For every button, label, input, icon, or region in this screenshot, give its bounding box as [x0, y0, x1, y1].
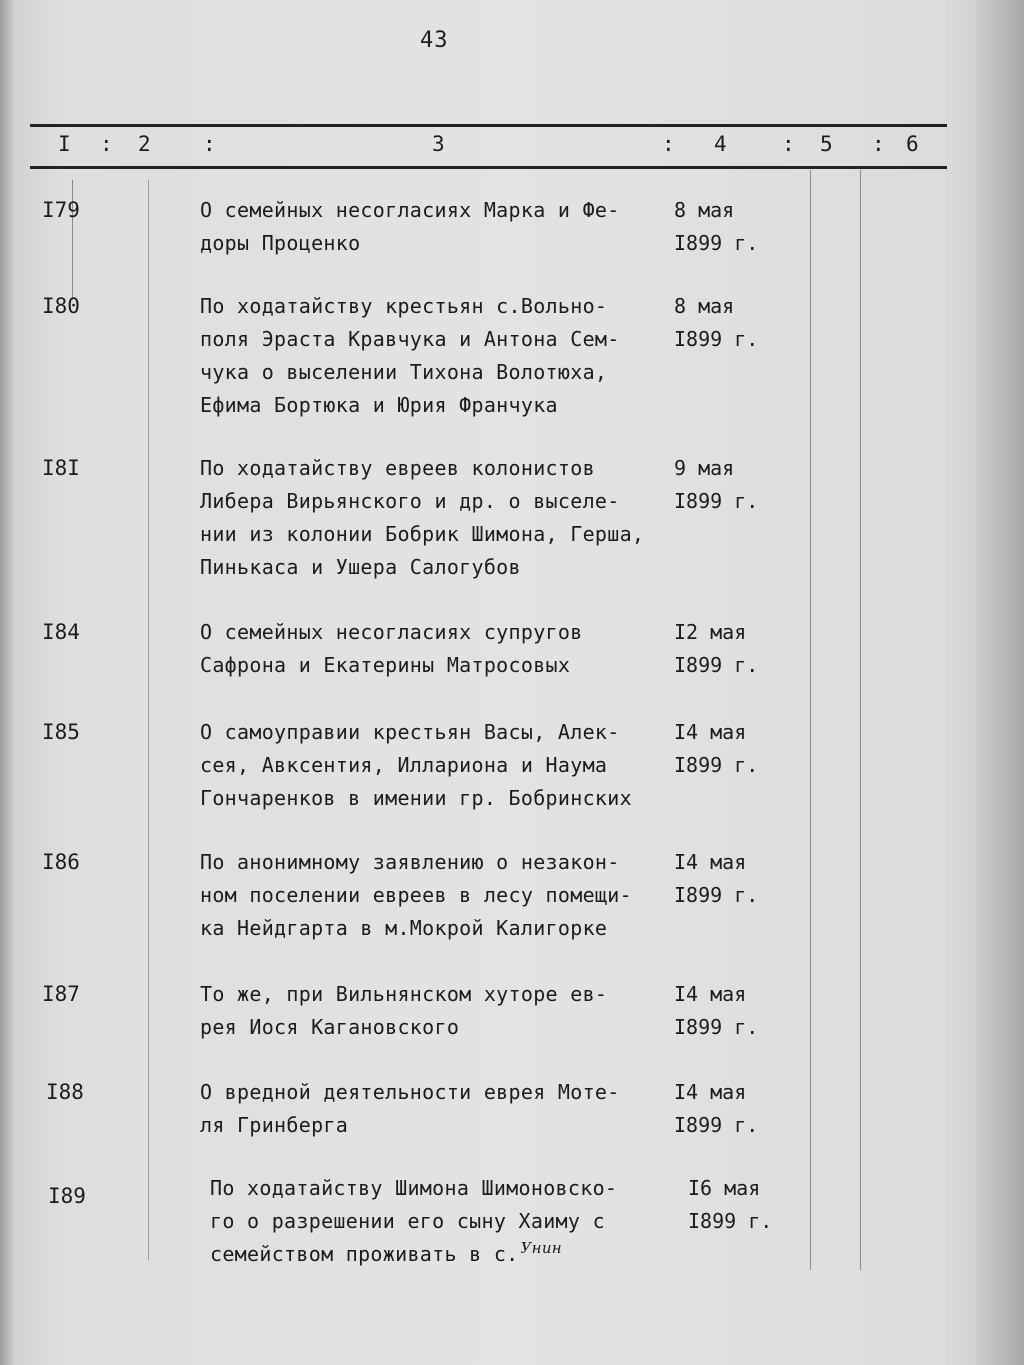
entry-number: I89 — [48, 1184, 86, 1208]
entry-line: Либера Вирьянского и др. о выселе- — [200, 489, 620, 513]
header-sep: : — [203, 132, 216, 156]
entry-line: ка Нейдгарта в м.Мокрой Калигорке — [200, 916, 608, 940]
header-col-1: I — [58, 132, 71, 156]
entry-line: О самоуправии крестьян Васы, Алек- — [200, 720, 620, 744]
entry-date-year: I899 г. — [674, 489, 759, 513]
entry-line: То же, при Вильнянском хуторе ев- — [200, 982, 608, 1006]
entry-line: ном поселении евреев в лесу помещи- — [200, 883, 632, 907]
header-col-2: 2 — [138, 132, 151, 156]
entry-date-year: I899 г. — [674, 883, 759, 907]
header-col-6: 6 — [906, 132, 919, 156]
entry-number: I88 — [46, 1080, 84, 1104]
header-bottom-rule — [30, 166, 947, 169]
entry-date-year: I899 г. — [688, 1209, 773, 1233]
entry-line: О семейных несогласиях супругов — [200, 620, 583, 644]
column-guide — [810, 170, 811, 1270]
header-sep: : — [100, 132, 113, 156]
entry-line: чука о выселении Тихона Волотюха, — [200, 360, 608, 384]
entry-date-year: I899 г. — [674, 1015, 759, 1039]
page-right-shadow — [976, 0, 1024, 1365]
entry-date-day: 9 мая — [674, 456, 735, 480]
entry-date-day: I4 мая — [674, 982, 747, 1006]
entry-line-text: семейством проживать в с. — [210, 1242, 519, 1266]
entry-date-day: I2 мая — [674, 620, 747, 644]
entry-line: го о разрешении его сыну Хаиму с — [210, 1209, 605, 1233]
entry-line: ля Гринберга — [200, 1113, 349, 1137]
entry-date-year: I899 г. — [674, 1113, 759, 1137]
entry-number: I84 — [42, 620, 80, 644]
entry-date-year: I899 г. — [674, 653, 759, 677]
entry-date-day: I4 мая — [674, 1080, 747, 1104]
header-sep: : — [782, 132, 795, 156]
entry-line: По ходатайству крестьян с.Вольно- — [200, 294, 608, 318]
entry-line: Пинькаса и Ушера Салогубов — [200, 555, 521, 579]
header-sep: : — [662, 132, 675, 156]
entry-line: Гончаренков в имении гр. Бобринских — [200, 786, 632, 810]
header-col-3: 3 — [432, 132, 445, 156]
page-left-shadow — [0, 0, 14, 1365]
entry-date-day: I6 мая — [688, 1176, 761, 1200]
entry-number: I87 — [42, 982, 80, 1006]
entry-line: По анонимному заявлению о незакон- — [200, 850, 620, 874]
entry-line: поля Эраста Кравчука и Антона Сем- — [200, 327, 620, 351]
entry-line: Ефима Бортюка и Юрия Франчука — [200, 393, 558, 417]
handwritten-note: Унин — [520, 1239, 562, 1257]
entry-number: I8I — [42, 456, 80, 480]
entry-line: Сафрона и Екатерины Матросовых — [200, 653, 571, 677]
entry-date-day: 8 мая — [674, 294, 735, 318]
entry-line: сея, Авксентия, Иллариона и Наума — [200, 753, 608, 777]
entry-line: О вредной деятельности еврея Моте- — [200, 1080, 620, 1104]
header-col-4: 4 — [714, 132, 727, 156]
entry-date-day: I4 мая — [674, 850, 747, 874]
header-col-5: 5 — [820, 132, 833, 156]
entry-line: По ходатайству евреев колонистов — [200, 456, 595, 480]
entry-number: I85 — [42, 720, 80, 744]
entry-line: О семейных несогласиях Марка и Фе- — [200, 198, 620, 222]
entry-line — [210, 1238, 700, 1273]
entry-line: нии из колонии Бобрик Шимона, Герша, — [200, 522, 645, 546]
entry-date-day: 8 мая — [674, 198, 735, 222]
entry-number: I80 — [42, 294, 80, 318]
header-sep: : — [872, 132, 885, 156]
column-guide — [860, 170, 861, 1270]
entry-date-year: I899 г. — [674, 231, 759, 255]
entry-number: I79 — [42, 198, 80, 222]
entry-date-year: I899 г. — [674, 327, 759, 351]
header-top-rule — [30, 124, 947, 127]
entry-date-year: I899 г. — [674, 753, 759, 777]
entry-line: рея Иося Кагановского — [200, 1015, 460, 1039]
entry-number: I86 — [42, 850, 80, 874]
column-guide — [148, 180, 149, 1260]
page-number: 43 — [420, 28, 449, 53]
entry-line: По ходатайству Шимона Шимоновско- — [210, 1176, 618, 1200]
entry-line: доры Проценко — [200, 231, 361, 255]
entry-date-day: I4 мая — [674, 720, 747, 744]
